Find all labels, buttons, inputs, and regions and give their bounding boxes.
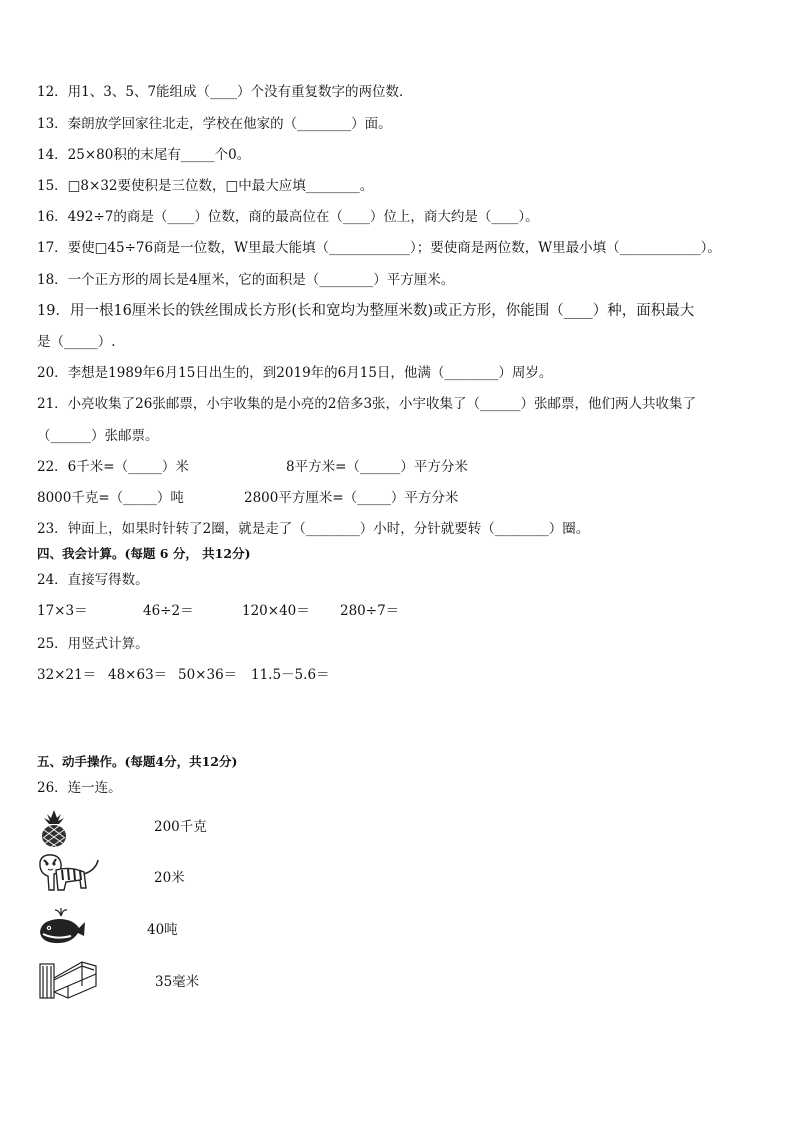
pineapple-icon (37, 808, 71, 848)
question-12: 12．用1、3、5、7能组成（____）个没有重复数字的两位数． (37, 84, 413, 100)
calc-item: 120×40＝ (242, 603, 310, 619)
calc-item: 48×63＝ (108, 667, 168, 683)
question-22-a: 22．6千米=（_____）米 (37, 459, 189, 475)
section-5-title: 五、动手操作。(每题4分，共12分) (37, 754, 238, 769)
question-25: 25．用竖式计算。 (37, 636, 149, 652)
bed-icon (38, 956, 98, 1000)
calc-item: 50×36＝ (178, 667, 238, 683)
question-16: 16．492÷7的商是（____）位数，商的最高位在（____）位上，商大约是（____）。 (37, 209, 539, 225)
question-22-d: 2800平方厘米=（_____）平方分米 (244, 490, 459, 506)
question-15: 15．□8×32要使积是三位数，□中最大应填________。 (37, 178, 374, 194)
calc-item: 32×21＝ (37, 667, 97, 683)
question-23: 23．钟面上，如果时针转了2圈，就是走了（________）小时，分针就要转（________）圈。 (37, 521, 590, 537)
question-14: 14．25×80积的末尾有_____个0。 (37, 147, 251, 163)
whale-icon (37, 906, 87, 946)
question-22-b: 8平方米=（______）平方分米 (286, 459, 468, 475)
question-19-line2: 是（_____）. (37, 334, 116, 350)
question-24: 24．直接写得数。 (37, 572, 149, 588)
tiger-icon (36, 852, 102, 896)
match-label: 40吨 (147, 922, 178, 938)
question-18: 18．一个正方形的周长是4厘米，它的面积是（________）平方厘米。 (37, 272, 455, 288)
question-13: 13．秦朗放学回家往北走，学校在他家的（________）面。 (37, 116, 392, 132)
question-22-c: 8000千克=（_____）吨 (37, 490, 184, 506)
calc-item: 17×3＝ (37, 603, 88, 619)
question-19-line1: 19．用一根16厘米长的铁丝围成长方形(长和宽均为整厘米数)或正方形，你能围（____）种，面积最大 (37, 303, 695, 319)
question-20: 20．李想是1989年6月15日出生的，到2019年的6月15日，他满（________）周岁。 (37, 365, 553, 381)
match-label: 35毫米 (155, 974, 200, 990)
calc-item: 11.5－5.6＝ (251, 667, 330, 683)
question-21-line2: （______）张邮票。 (37, 428, 159, 444)
calc-item: 46÷2＝ (143, 603, 194, 619)
question-26: 26．连一连。 (37, 780, 122, 796)
question-21-line1: 21．小亮收集了26张邮票，小宇收集的是小亮的2倍多3张，小宇收集了（______）张邮票，他们两人共收集了 (37, 396, 697, 412)
calc-item: 280÷7＝ (340, 603, 400, 619)
question-17: 17．要使□45÷76商是一位数，W里最大能填（____________）；要使商是两位数，W里最小填（____________）。 (37, 240, 721, 256)
section-4-title: 四、我会计算。(每题 6 分， 共12分) (37, 546, 251, 561)
match-label: 200千克 (154, 819, 207, 835)
match-label: 20米 (154, 870, 185, 886)
